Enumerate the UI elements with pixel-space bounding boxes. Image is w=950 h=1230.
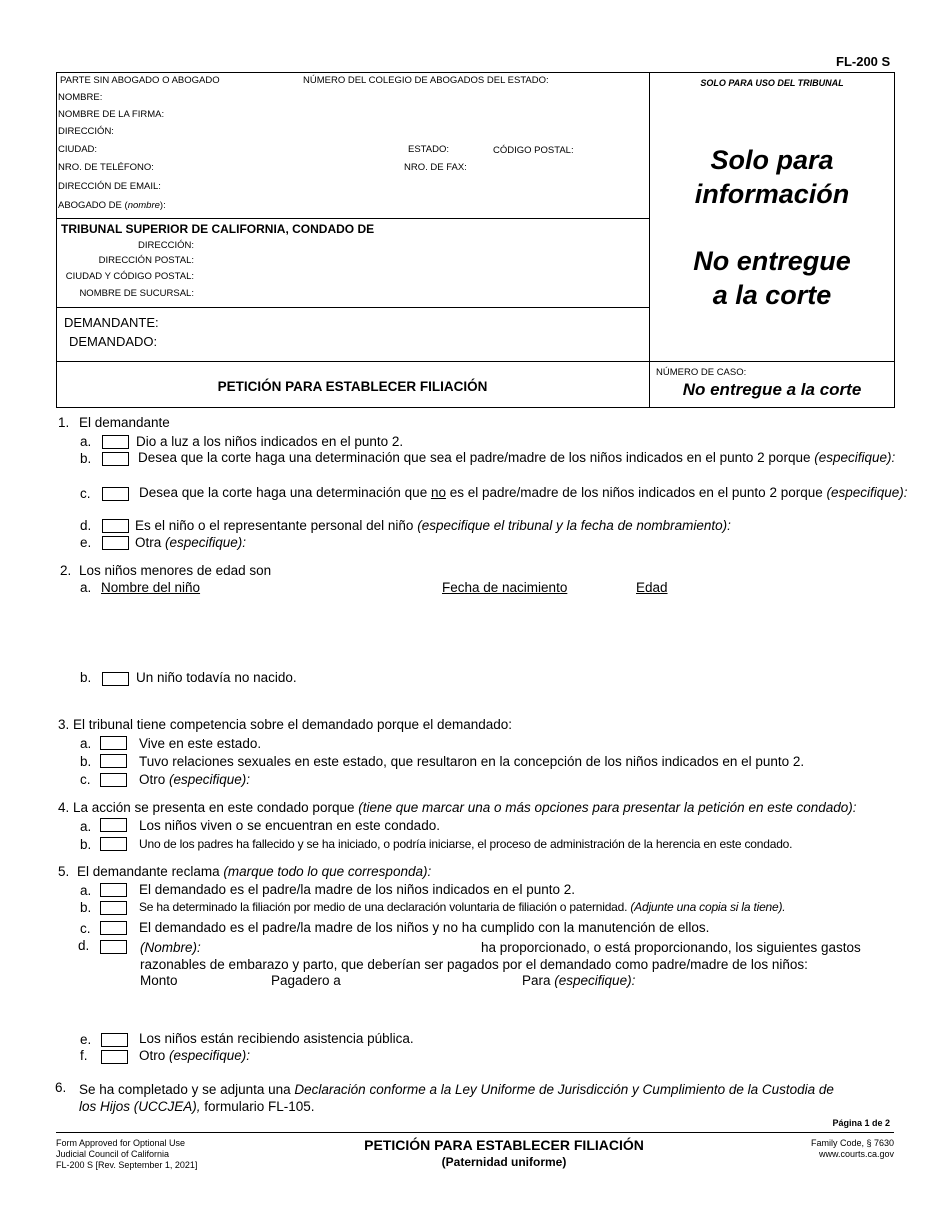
s5d-paid-to-label: Pagadero a: [271, 973, 341, 988]
s4b-letter: b.: [80, 837, 92, 852]
court-mailing-label: DIRECCIÓN POSTAL:: [98, 255, 194, 266]
s6-text-line2: los Hijos (UCCJEA), formulario FL-105.: [79, 1099, 315, 1114]
s3c-text: Otro (especifique):: [139, 772, 251, 787]
respondent-label: DEMANDADO:: [69, 334, 158, 349]
s5c-letter: c.: [80, 921, 91, 936]
parties-section-border: [56, 307, 649, 308]
phone-label: NRO. DE TELÉFONO:: [58, 162, 154, 173]
child-dob-column: Fecha de nacimiento: [442, 580, 568, 595]
s1a-checkbox[interactable]: [102, 435, 129, 449]
state-label: ESTADO:: [408, 144, 449, 155]
footer-right: Family Code, § 7630 www.courts.ca.gov: [810, 1138, 894, 1159]
child-name-column: Nombre del niño: [101, 580, 201, 595]
s1a-letter: a.: [80, 434, 92, 449]
s4-title: 4. La acción se presenta en este condado porque (tiene que marcar una o más opciones para presentar la petición en este condado):: [58, 800, 857, 815]
s2-title: Los niños menores de edad son: [79, 563, 272, 578]
petitioner-label: DEMANDANTE:: [64, 315, 159, 330]
s4b-text: Uno de los padres ha fallecido y se ha iniciado, o podría iniciarse, el proceso de administración de la herencia en este condado.: [139, 837, 793, 851]
court-use-label: SOLO PARA USO DEL TRIBUNAL: [700, 78, 844, 88]
s1b-text: Desea que la corte haga una determinación que sea el padre/madre de los niños indicados en el punto 2 porque (especifique):: [138, 450, 896, 465]
header-top-border: [56, 72, 894, 73]
footer-rule: [56, 1132, 894, 1133]
s5a-letter: a.: [80, 883, 92, 898]
s1d-checkbox[interactable]: [102, 519, 129, 533]
attorney-label: PARTE SIN ABOGADO O ABOGADO: [60, 75, 220, 86]
fax-label: NRO. DE FAX:: [404, 162, 467, 173]
s5d-name-label: (Nombre):: [140, 940, 201, 955]
s5a-text: El demandado es el padre/la madre de los niños indicados en el punto 2.: [139, 882, 576, 897]
s5f-checkbox[interactable]: [101, 1050, 128, 1064]
s4a-letter: a.: [80, 819, 92, 834]
form-id: FL-200 S: [836, 54, 891, 69]
s3a-letter: a.: [80, 736, 92, 751]
s5d-checkbox[interactable]: [100, 940, 127, 954]
s5b-checkbox[interactable]: [100, 901, 127, 915]
s1c-letter: c.: [80, 486, 91, 501]
s5a-checkbox[interactable]: [100, 883, 127, 897]
watermark-info: Solo para información: [694, 145, 850, 209]
s3c-letter: c.: [80, 772, 91, 787]
s2b-letter: b.: [80, 670, 92, 685]
s2a-letter: a.: [80, 580, 92, 595]
s6-number: 6.: [55, 1080, 67, 1095]
court-city-zip-label: CIUDAD Y CÓDIGO POSTAL:: [65, 271, 194, 282]
court-address-label: DIRECCIÓN:: [138, 240, 194, 251]
s4a-checkbox[interactable]: [100, 818, 127, 832]
s5d-amount-label: Monto: [140, 973, 178, 988]
s1d-text: Es el niño o el representante personal del niño (especifique el tribunal y la fecha de nombramiento):: [135, 518, 731, 533]
s5b-letter: b.: [80, 900, 92, 915]
page-number: Página 1 de 2: [832, 1118, 890, 1128]
header-bottom-border: [56, 407, 894, 408]
s5d-letter: d.: [78, 938, 90, 953]
attorney-for-label: ABOGADO DE (nombre):: [58, 200, 166, 211]
footer-title: PETICIÓN PARA ESTABLECER FILIACIÓN: [364, 1137, 644, 1153]
firm-name-label: NOMBRE DE LA FIRMA:: [58, 109, 165, 120]
s1e-letter: e.: [80, 535, 92, 550]
header-divider: [649, 72, 650, 408]
s3a-checkbox[interactable]: [100, 736, 127, 750]
s4b-checkbox[interactable]: [100, 837, 127, 851]
s5e-checkbox[interactable]: [101, 1033, 128, 1047]
s1d-letter: d.: [80, 518, 92, 533]
s5e-letter: e.: [80, 1032, 92, 1047]
case-number-label: NÚMERO DE CASO:: [656, 367, 747, 378]
s1e-checkbox[interactable]: [102, 536, 129, 550]
child-age-column: Edad: [636, 580, 668, 595]
s2b-text: Un niño todavía no nacido.: [136, 670, 297, 685]
s1-number: 1.: [58, 415, 70, 430]
court-branch-label: NOMBRE DE SUCURSAL:: [79, 288, 194, 299]
s5-title: El demandante reclama (marque todo lo que corresponda):: [77, 864, 432, 879]
s1c-checkbox[interactable]: [102, 487, 129, 501]
watermark-do-not-file: No entregue a la corte: [693, 246, 851, 310]
footer-left: Form Approved for Optional Use Judicial Council of California FL-200 S [Rev. September 1, 2021]: [56, 1138, 198, 1170]
email-label: DIRECCIÓN DE EMAIL:: [58, 181, 161, 192]
court-section-border: [56, 218, 649, 219]
form-title: PETICIÓN PARA ESTABLECER FILIACIÓN: [217, 379, 488, 394]
s3c-checkbox[interactable]: [100, 773, 127, 787]
s5f-letter: f.: [80, 1048, 88, 1063]
s3a-text: Vive en este estado.: [139, 736, 262, 751]
s1b-letter: b.: [80, 451, 92, 466]
name-label: NOMBRE:: [58, 92, 103, 103]
s5d-text-line1: ha proporcionado, o está proporcionando, los siguientes gastos: [481, 940, 861, 955]
footer-subtitle: (Paternidad uniforme): [441, 1155, 567, 1169]
address-label: DIRECCIÓN:: [58, 126, 114, 137]
s1c-text: Desea que la corte haga una determinación que no es el padre/madre de los niños indicados en el punto 2 porque (especifique):: [139, 485, 908, 500]
s5b-text: Se ha determinado la filiación por medio de una declaración voluntaria de filiación o paternidad. (Adjunte una copia si la tiene).: [139, 900, 786, 914]
case-number-value: No entregue a la corte: [682, 380, 862, 399]
s3b-letter: b.: [80, 754, 92, 769]
s3b-text: Tuvo relaciones sexuales en este estado, que resultaron en la concepción de los niños indicados en el punto 2.: [139, 754, 805, 769]
s5c-checkbox[interactable]: [100, 921, 127, 935]
zip-label: CÓDIGO POSTAL:: [493, 145, 574, 156]
header-right-border: [894, 72, 895, 408]
s5e-text: Los niños están recibiendo asistencia pública.: [139, 1031, 414, 1046]
header-left-border: [56, 72, 57, 408]
s5d-text-line2: razonables de embarazo y parto, que deberían ser pagados por el demandado como padre/madre de los niños:: [140, 957, 808, 972]
s6-text-line1: Se ha completado y se adjunta una Declaración conforme a la Ley Uniforme de Jurisdicción y Cumplimiento de la Custodia de: [79, 1082, 834, 1097]
bar-number-label: NÚMERO DEL COLEGIO DE ABOGADOS DEL ESTADO:: [303, 75, 549, 86]
s5-number: 5.: [58, 864, 70, 879]
s5f-text: Otro (especifique):: [139, 1048, 251, 1063]
s3-title: 3. El tribunal tiene competencia sobre el demandado porque el demandado:: [58, 717, 513, 732]
s5d-for-label: Para (especifique):: [522, 973, 636, 988]
city-label: CIUDAD:: [58, 144, 98, 155]
s1-title: El demandante: [79, 415, 170, 430]
title-section-border: [56, 361, 894, 362]
s4a-text: Los niños viven o se encuentran en este condado.: [139, 818, 440, 833]
s2-number: 2.: [60, 563, 72, 578]
s2b-checkbox[interactable]: [102, 672, 129, 686]
s1a-text: Dio a luz a los niños indicados en el punto 2.: [136, 434, 404, 449]
court-title: TRIBUNAL SUPERIOR DE CALIFORNIA, CONDADO DE: [61, 222, 375, 236]
s5c-text: El demandado es el padre/la madre de los niños y no ha cumplido con la manutención de ellos.: [139, 920, 710, 935]
s3b-checkbox[interactable]: [100, 754, 127, 768]
s1e-text: Otra (especifique):: [135, 535, 247, 550]
s1b-checkbox[interactable]: [102, 452, 129, 466]
